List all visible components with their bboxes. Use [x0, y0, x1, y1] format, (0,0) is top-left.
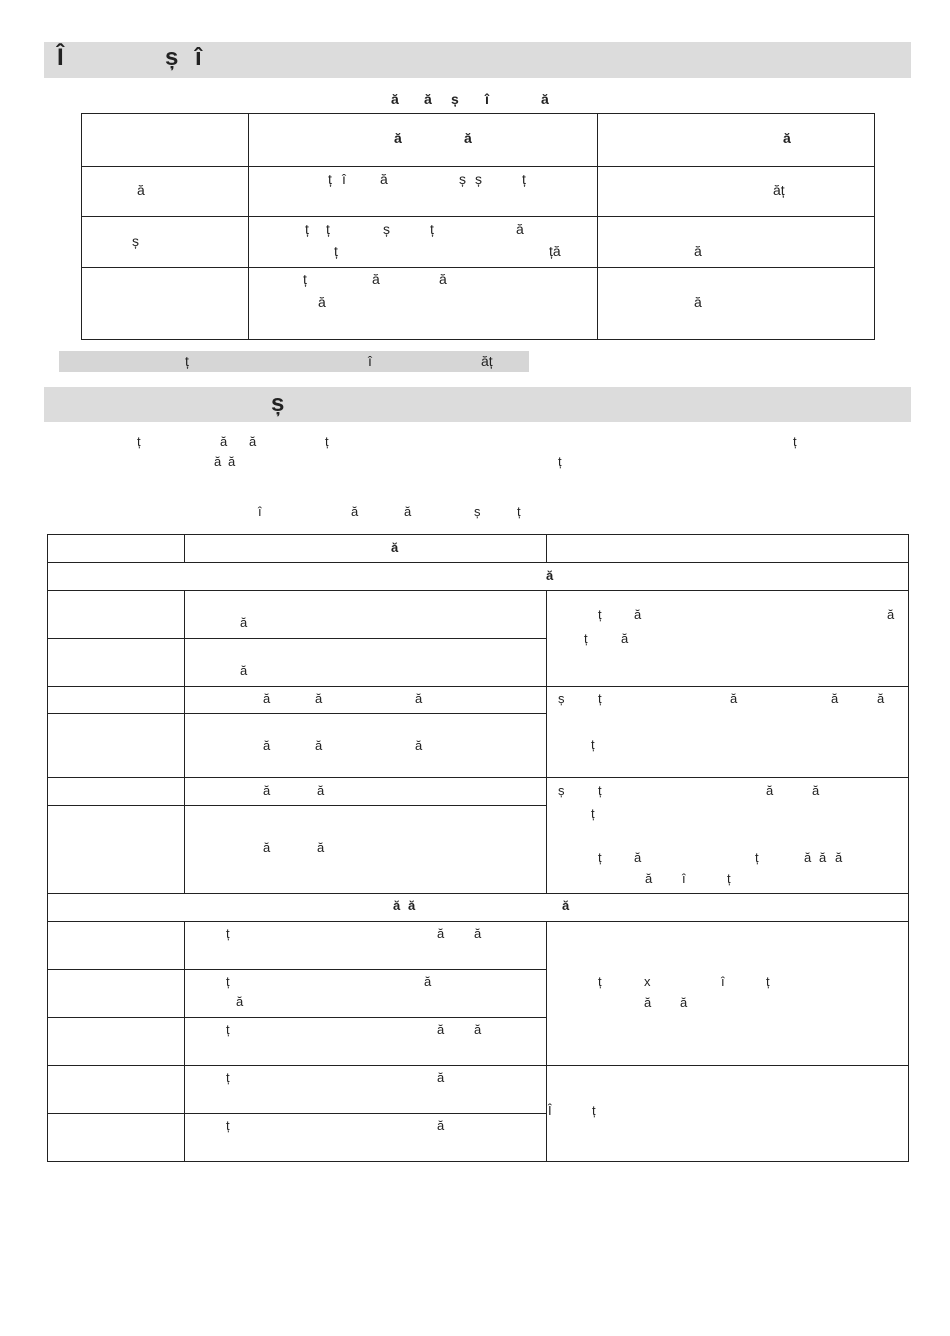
section-1-note-bar — [59, 351, 529, 372]
table-1-cell: ș — [459, 171, 466, 187]
table-2-border — [184, 590, 185, 894]
section-1-heading-char: ș — [165, 44, 179, 71]
table-2-cell: ă — [835, 850, 843, 865]
table-2-cell: ț — [598, 607, 602, 622]
table-1-header-cell: ă — [394, 130, 402, 146]
table-2-cell: ă — [634, 850, 642, 865]
section-2-paragraph-char: ă — [214, 454, 222, 469]
table-1-title-char: î — [485, 91, 489, 107]
table-2-cell: ă — [887, 607, 895, 622]
table-2-cell: ă — [317, 783, 325, 798]
table-2-cell: Î — [548, 1103, 552, 1118]
table-2-border — [47, 534, 909, 535]
table-2-border — [546, 534, 547, 563]
table-2-cell: ț — [766, 974, 770, 989]
table-2-border — [47, 534, 48, 1162]
table-1-cell: ț — [334, 243, 338, 259]
table-1-cell: ă — [694, 294, 702, 310]
table-2-border — [47, 713, 546, 714]
table-1-cell: ăț — [773, 182, 785, 198]
table-1-cell: ă — [380, 171, 388, 187]
table-2-border — [47, 1065, 909, 1066]
section-1-note-char: î — [368, 353, 372, 369]
table-2-cell: ă — [240, 615, 248, 630]
table-2-group-title: ă — [562, 898, 570, 913]
table-1-cell: ă — [694, 243, 702, 259]
table-2-cell: ț — [226, 1118, 230, 1133]
section-2-paragraph-char: ț — [325, 434, 329, 449]
table-1-border — [81, 267, 875, 268]
table-2-cell: x — [644, 974, 651, 989]
table-1-border — [81, 166, 875, 167]
table-1-cell: ș — [475, 171, 482, 187]
table-1-border — [81, 113, 82, 340]
table-2-cell: ă — [317, 840, 325, 855]
table-1-cell: ț — [305, 221, 309, 237]
section-2-paragraph-char: ă — [220, 434, 228, 449]
table-2-cell: ă — [437, 1118, 445, 1133]
table-2-cell: ă — [645, 871, 653, 886]
table-2-cell: ă — [474, 926, 482, 941]
table-2-cell: ă — [263, 738, 271, 753]
table-2-border — [47, 638, 546, 639]
table-2-cell: ă — [437, 1070, 445, 1085]
table-2-border — [908, 534, 909, 1162]
table-2-border — [47, 893, 909, 894]
table-2-border — [47, 1161, 909, 1162]
table-2-group-title: ă — [393, 898, 401, 913]
table-2-cell: ă — [236, 994, 244, 1009]
table-2-cell: ț — [584, 631, 588, 646]
table-2-caption-char: ț — [517, 504, 521, 519]
table-2-cell: ă — [263, 783, 271, 798]
table-2-cell: ă — [644, 995, 652, 1010]
table-2-caption-char: î — [258, 504, 262, 519]
table-1-border — [81, 113, 875, 114]
table-1-cell: ță — [549, 243, 561, 259]
table-2-cell: ă — [812, 783, 820, 798]
table-2-cell: ă — [315, 691, 323, 706]
table-2-border — [47, 921, 909, 922]
table-2-cell: î — [721, 974, 725, 989]
table-2-cell: ț — [755, 850, 759, 865]
table-1-cell: ă — [372, 271, 380, 287]
table-2-border — [47, 1113, 546, 1114]
table-2-cell: ă — [263, 691, 271, 706]
table-2-cell: ț — [727, 871, 731, 886]
table-2-group-title: ă — [546, 568, 554, 583]
table-2-border — [47, 1017, 546, 1018]
table-2-border — [47, 805, 546, 806]
table-1-title-char: ă — [424, 91, 432, 107]
table-2-cell: ț — [591, 737, 595, 752]
table-2-cell: ă — [680, 995, 688, 1010]
table-2-cell: ă — [415, 691, 423, 706]
table-1-cell: ș — [132, 233, 139, 249]
table-1-cell: ă — [137, 182, 145, 198]
table-2-cell: ț — [598, 974, 602, 989]
table-2-border — [47, 562, 909, 563]
table-1-cell: ț — [328, 171, 332, 187]
table-1-cell: ț — [430, 221, 434, 237]
table-2-border — [184, 534, 185, 563]
table-2-caption-char: ă — [404, 504, 412, 519]
table-2-cell: ț — [226, 1022, 230, 1037]
table-2-cell: ă — [474, 1022, 482, 1037]
section-2-heading-bar — [44, 387, 911, 422]
table-2-border — [47, 777, 909, 778]
table-1-cell: ș — [383, 221, 390, 237]
table-2-cell: ă — [315, 738, 323, 753]
section-1-heading-char: î — [195, 44, 202, 71]
table-2-cell: ț — [598, 783, 602, 798]
section-2-heading: ș — [271, 390, 285, 417]
table-2-cell: ț — [598, 850, 602, 865]
table-2-cell: ă — [240, 663, 248, 678]
table-2-caption-char: ă — [351, 504, 359, 519]
table-2-cell: î — [682, 871, 686, 886]
table-2-cell: ă — [804, 850, 812, 865]
table-2-cell: ș — [558, 783, 565, 798]
section-2-paragraph-char: ă — [249, 434, 257, 449]
section-1-heading-char: Î — [57, 44, 64, 71]
table-2-cell: ă — [437, 1022, 445, 1037]
table-2-header-cell: ă — [391, 540, 399, 555]
table-1-header-cell: ă — [783, 130, 791, 146]
table-1-title-char: ș — [451, 91, 459, 107]
table-2-caption-char: ș — [474, 504, 481, 519]
table-2-cell: ț — [226, 926, 230, 941]
section-2-paragraph-char: ț — [793, 434, 797, 449]
table-2-border — [47, 590, 909, 591]
table-2-cell: ă — [424, 974, 432, 989]
table-2-cell: ă — [634, 607, 642, 622]
table-2-cell: ă — [766, 783, 774, 798]
section-2-paragraph-char: ă — [228, 454, 236, 469]
table-2-border — [546, 921, 547, 1162]
table-2-cell: ă — [730, 691, 738, 706]
table-1-cell: ț — [326, 221, 330, 237]
table-2-cell: ă — [877, 691, 885, 706]
section-1-note-char: ț — [185, 353, 189, 369]
table-2-cell: ă — [263, 840, 271, 855]
table-2-group-title: ă — [408, 898, 416, 913]
table-2-cell: ț — [598, 691, 602, 706]
table-1-cell: ă — [439, 271, 447, 287]
table-2-border — [47, 686, 909, 687]
table-1-border — [874, 113, 875, 340]
table-1-cell: ț — [303, 271, 307, 287]
table-2-cell: ș — [558, 691, 565, 706]
table-1-border — [248, 113, 249, 340]
table-2-cell: ț — [591, 806, 595, 821]
table-1-cell: ț — [522, 171, 526, 187]
table-2-border — [546, 590, 547, 894]
table-1-border — [81, 216, 875, 217]
section-1-note-char: ăț — [481, 353, 493, 369]
table-2-cell: ă — [621, 631, 629, 646]
table-2-cell: ț — [592, 1103, 596, 1118]
table-1-title-char: ă — [391, 91, 399, 107]
table-2-border — [47, 969, 546, 970]
table-1-title-char: ă — [541, 91, 549, 107]
table-1-cell: î — [342, 171, 346, 187]
table-2-cell: ă — [437, 926, 445, 941]
section-2-paragraph-char: ț — [558, 454, 562, 469]
table-1-border — [597, 113, 598, 340]
table-2-cell: ț — [226, 974, 230, 989]
table-2-cell: ț — [226, 1070, 230, 1085]
table-2-cell: ă — [819, 850, 827, 865]
table-2-border — [184, 921, 185, 1162]
table-1-header-cell: ă — [464, 130, 472, 146]
table-1-border — [81, 339, 875, 340]
table-1-cell: ă — [318, 294, 326, 310]
table-2-cell: ă — [831, 691, 839, 706]
section-2-paragraph-char: ț — [137, 434, 141, 449]
table-2-cell: ă — [415, 738, 423, 753]
table-1-cell: ă — [516, 221, 524, 237]
